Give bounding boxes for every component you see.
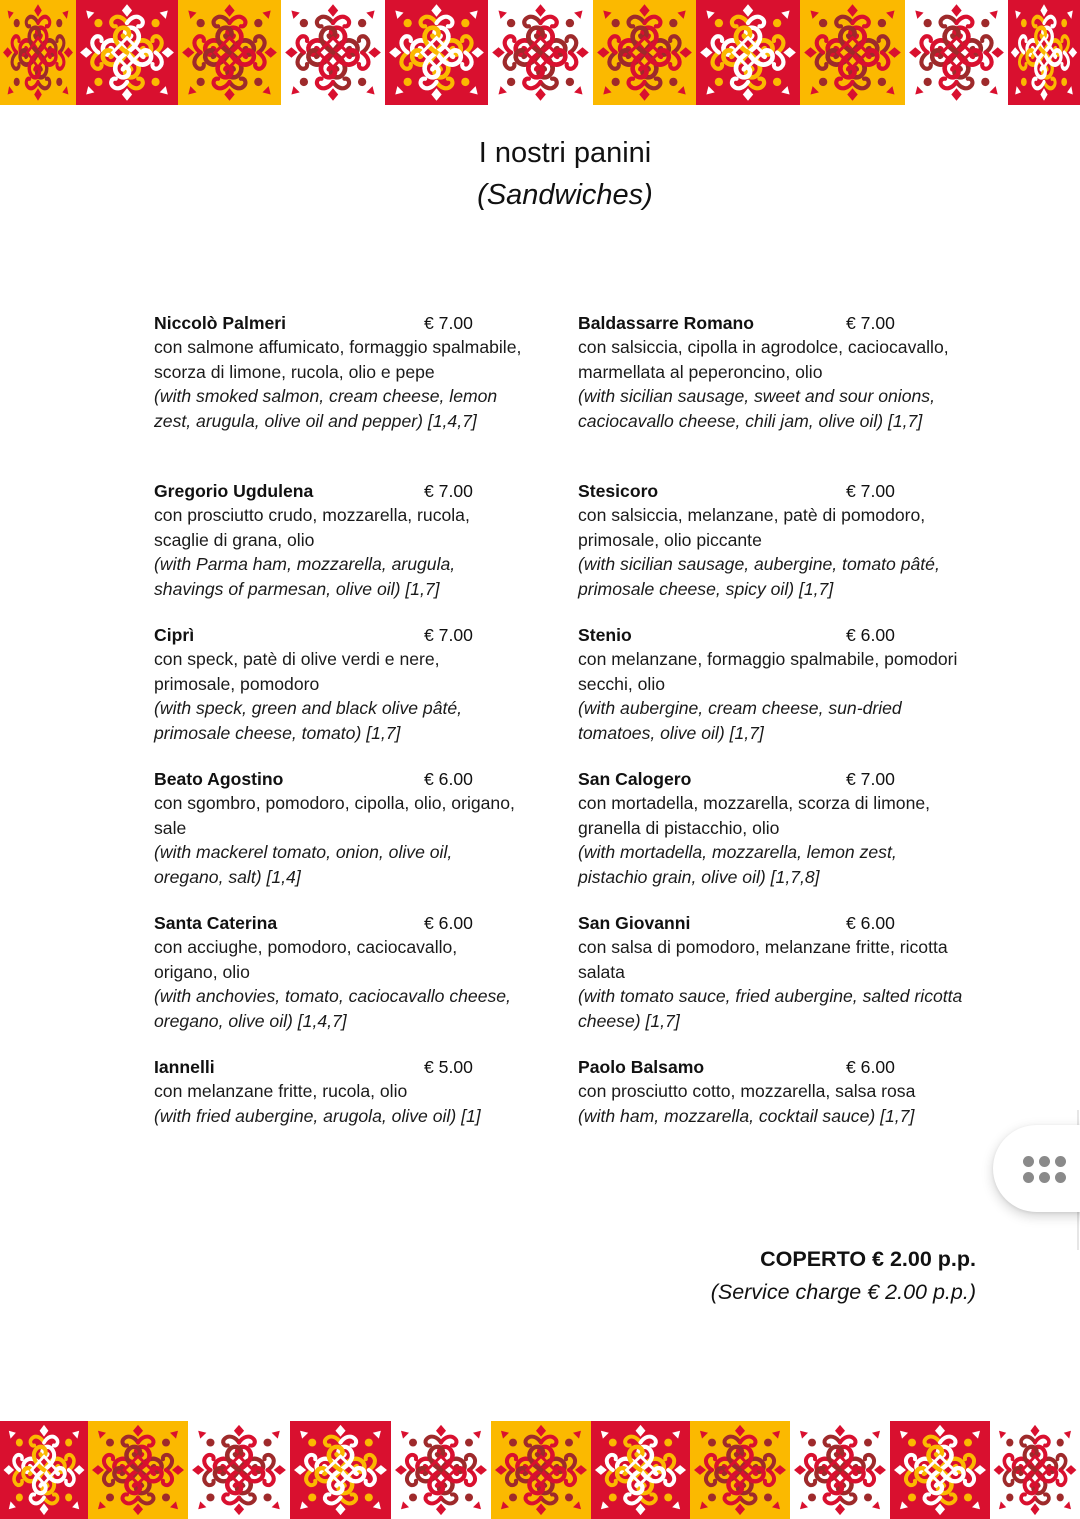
- decorative-tile-yellow: [88, 1421, 188, 1519]
- menu-item-translation: (with sicilian sausage, aubergine, tomato pâté, primosale cheese, spicy oil) [1,7]: [578, 554, 940, 599]
- cover-charge-label: COPERTO € 2.00 p.p.: [760, 1247, 976, 1271]
- menu-item-description: con acciughe, pomodoro, caciocavallo, origano, olio: [154, 937, 458, 982]
- grid-dot: [1023, 1156, 1034, 1167]
- menu-item-price: € 7.00: [846, 481, 895, 501]
- menu-item-header: [154, 911, 524, 935]
- menu-item-price: € 6.00: [424, 913, 473, 933]
- menu-item-header: [154, 479, 524, 503]
- menu-item-description: con salsiccia, cipolla in agrodolce, caciocavallo, marmellata al peperoncino, olio: [578, 337, 949, 382]
- menu-item-description: con mortadella, mozzarella, scorza di limone, granella di pistacchio, olio: [578, 793, 931, 838]
- menu-item-header: [578, 911, 968, 935]
- menu-item-header: [154, 623, 524, 647]
- decorative-tile-yellow: [0, 0, 76, 105]
- bottom-tile-border: [0, 1421, 1080, 1519]
- menu-item-description: con prosciutto cotto, mozzarella, salsa rosa: [578, 1081, 916, 1102]
- menu-item-name: Iannelli: [154, 1057, 215, 1077]
- menu-item: [154, 623, 524, 745]
- menu-item-header: [154, 1055, 524, 1079]
- decorative-tile-white: [905, 0, 1008, 105]
- menu-item-price: € 7.00: [846, 769, 895, 789]
- top-tile-border: [0, 0, 1080, 105]
- menu-item-price: € 6.00: [846, 913, 895, 933]
- menu-item-description: con salsa di pomodoro, melanzane fritte, ricotta salata: [578, 937, 948, 982]
- menu-item-translation: (with fried aubergine, arugola, olive oil) [1]: [154, 1105, 481, 1126]
- menu-item-price: € 5.00: [424, 1057, 473, 1077]
- menu-item: [578, 311, 968, 433]
- menu-item-translation: (with sicilian sausage, sweet and sour onions, caciocavallo cheese, chili jam, olive oil) [1,7]: [578, 386, 935, 431]
- decorative-tile-yellow: [593, 0, 696, 105]
- decorative-tile-white: [488, 0, 593, 105]
- decorative-tile-red: [385, 0, 488, 105]
- decorative-tile-yellow: [491, 1421, 591, 1519]
- decorative-tile-white: [281, 0, 385, 105]
- menu-item-header: [578, 767, 968, 791]
- menu-item-description: con melanzane, formaggio spalmabile, pomodori secchi, olio: [578, 649, 958, 694]
- decorative-tile-red: [76, 0, 178, 105]
- decorative-tile-yellow: [178, 0, 281, 105]
- menu-item-price: € 7.00: [424, 625, 473, 645]
- menu-item-name: Niccolò Palmeri: [154, 313, 287, 333]
- decorative-tile-white: [990, 1421, 1080, 1519]
- floating-menu-button[interactable]: [993, 1125, 1080, 1212]
- menu-item-description: con salmone affumicato, formaggio spalmabile, scorza di limone, rucola, olio e pepe: [154, 337, 522, 382]
- menu-item-name: Ciprì: [154, 625, 195, 645]
- menu-item-price: € 7.00: [424, 313, 473, 333]
- menu-item: [578, 767, 968, 889]
- decorative-tile-red: [890, 1421, 990, 1519]
- decorative-tile-white: [391, 1421, 491, 1519]
- menu-item-price: € 6.00: [424, 769, 473, 789]
- decorative-tile-white: [790, 1421, 890, 1519]
- decorative-tile-red: [290, 1421, 391, 1519]
- menu-item-name: Santa Caterina: [154, 913, 278, 933]
- decorative-tile-white: [188, 1421, 290, 1519]
- menu-item-name: Gregorio Ugdulena: [154, 481, 314, 501]
- menu-item: [578, 479, 968, 601]
- menu-item-translation: (with anchovies, tomato, caciocavallo cheese, oregano, olive oil) [1,4,7]: [154, 986, 511, 1031]
- menu-item-header: [578, 311, 968, 335]
- menu-item-translation: (with aubergine, cream cheese, sun-dried tomatoes, olive oil) [1,7]: [578, 698, 902, 743]
- grid-dot: [1055, 1156, 1066, 1167]
- menu-item-price: € 6.00: [846, 625, 895, 645]
- menu-item: [154, 1055, 524, 1128]
- decorative-tile-yellow: [690, 1421, 790, 1519]
- grid-dot: [1055, 1172, 1066, 1183]
- menu-item: [578, 1055, 968, 1128]
- decorative-tile-yellow: [800, 0, 905, 105]
- grid-dot: [1039, 1172, 1050, 1183]
- menu-item-header: [154, 767, 524, 791]
- menu-item-translation: (with speck, green and black olive pâté, primosale cheese, tomato) [1,7]: [154, 698, 463, 743]
- menu-item-name: Beato Agostino: [154, 769, 284, 789]
- menu-item-translation: (with tomato sauce, fried aubergine, salted ricotta cheese) [1,7]: [578, 986, 963, 1031]
- apps-grid-icon: [1023, 1156, 1069, 1184]
- decorative-tile-red: [0, 1421, 88, 1519]
- menu-item-name: Stesicoro: [578, 481, 659, 501]
- menu-item-name: Baldassarre Romano: [578, 313, 755, 333]
- menu-item: [154, 311, 524, 433]
- menu-item-description: con speck, patè di olive verdi e nere, primosale, pomodoro: [154, 649, 440, 694]
- page-header: [0, 133, 1080, 217]
- menu-item-description: con salsiccia, melanzane, patè di pomodoro, primosale, olio piccante: [578, 505, 926, 550]
- menu-item-translation: (with mackerel tomato, onion, olive oil, oregano, salt) [1,4]: [154, 842, 453, 887]
- menu-item-translation: (with ham, mozzarella, cocktail sauce) [1,7]: [578, 1105, 915, 1126]
- menu-item-name: San Calogero: [578, 769, 692, 789]
- grid-dot: [1039, 1156, 1050, 1167]
- menu-item-translation: (with mortadella, mozzarella, lemon zest, pistachio grain, olive oil) [1,7,8]: [578, 842, 897, 887]
- menu-item-name: San Giovanni: [578, 913, 691, 933]
- menu-item-header: [154, 311, 524, 335]
- menu-item-translation: (with Parma ham, mozzarella, arugula, shavings of parmesan, olive oil) [1,7]: [154, 554, 456, 599]
- page-title: I nostri panini: [478, 137, 652, 169]
- menu-item-header: [578, 479, 968, 503]
- menu-item-description: con melanzane fritte, rucola, olio: [154, 1081, 408, 1102]
- menu-item-header: [578, 1055, 968, 1079]
- menu-item-description: con sgombro, pomodoro, cipolla, olio, origano, sale: [154, 793, 515, 838]
- page-subtitle: (Sandwiches): [477, 179, 653, 211]
- grid-dot: [1023, 1172, 1034, 1183]
- menu-item: [578, 911, 968, 1033]
- menu-item: [154, 911, 524, 1033]
- decorative-tile-red: [1008, 0, 1080, 105]
- decorative-tile-red: [591, 1421, 690, 1519]
- menu-item-name: Paolo Balsamo: [578, 1057, 705, 1077]
- menu-item: [154, 479, 524, 601]
- menu-item-description: con prosciutto crudo, mozzarella, rucola, scaglie di grana, olio: [154, 505, 470, 550]
- menu-item-price: € 6.00: [846, 1057, 895, 1077]
- menu-item-price: € 7.00: [424, 481, 473, 501]
- menu-item-header: [578, 623, 968, 647]
- cover-charge-translation: (Service charge € 2.00 p.p.): [710, 1280, 976, 1304]
- menu-item-price: € 7.00: [846, 313, 895, 333]
- menu-item-translation: (with smoked salmon, cream cheese, lemon zest, arugula, olive oil and pepper) [1,4,7]: [154, 386, 498, 431]
- cover-charge: [711, 1243, 976, 1309]
- menu-item: [154, 767, 524, 889]
- decorative-tile-red: [696, 0, 800, 105]
- menu-item: [578, 623, 968, 745]
- menu-item-name: Stenio: [578, 625, 632, 645]
